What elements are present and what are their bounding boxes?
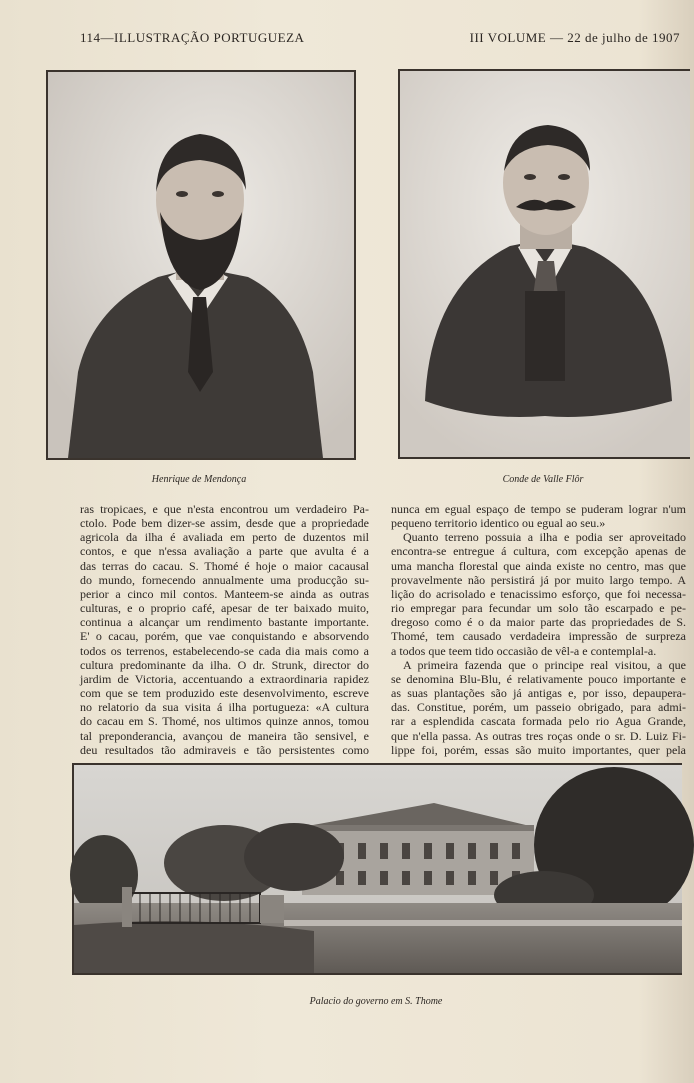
text-line: dregoso como é o da maior parte das propriedades de S. bbox=[391, 615, 686, 630]
text-line: que n'ella passa. As outras tres roças onde o sr. D. Luiz Fi- bbox=[391, 728, 686, 743]
caption-henrique-de-mendonca: Henrique de Mendonça bbox=[151, 474, 247, 485]
text-line: Thomé, tem causado verdadeira impressão de surpreza bbox=[391, 629, 686, 644]
text-line: lição do acrisolado e tenacissimo esforço, que foi necessa- bbox=[391, 586, 686, 601]
text-line: com que se tem produzido este desenvolvimento, escreve bbox=[80, 686, 369, 701]
text-line: lippe foi, porém, essas são muito importantes, quer pela bbox=[391, 742, 686, 757]
text-line: a todos que teem tido occasião de vêl-a e contemplal-a. bbox=[391, 643, 657, 658]
text-line: perior a cinco mil contos. Manteem-se ainda as outras bbox=[80, 586, 369, 601]
text-line: jardim de Victoria, accentuando a extraordinaria rapidez bbox=[80, 671, 369, 686]
text-line: culturas, e o proprio café, apesar de ter baixado muito, bbox=[80, 601, 369, 616]
header-page-title: 114—ILLUSTRAÇÃO PORTUGUEZA bbox=[80, 30, 305, 45]
portrait-photo-right bbox=[398, 69, 690, 459]
caption-palacio-do-governo: Palacio do governo em S. Thome bbox=[309, 996, 443, 1007]
text-line: cultura predominante da ilha. O dr. Strunk, director do bbox=[80, 657, 369, 672]
text-line: Quanto terreno possuia a ilha e podia ser aproveitado bbox=[403, 530, 686, 545]
text-line: do mundo, fornecendo annualmente uma producção su- bbox=[80, 572, 369, 587]
text-line: agricola da ilha é avaliada em perto de duzentos mil bbox=[80, 530, 369, 545]
portrait-photo-left bbox=[46, 70, 356, 460]
article-column-right bbox=[391, 502, 686, 757]
text-line: uma mancha florestal que ainda existe no centro, mas que bbox=[391, 558, 686, 573]
text-line: encontra-se entregue á cultura, com excepção apenas de bbox=[391, 544, 686, 559]
text-line: ctolo. Pode bem dizer-se assim, desde que a propriedade bbox=[80, 516, 369, 531]
text-line: todos os terrenos, estabelecendo-se cada dia mais como a bbox=[80, 643, 369, 658]
text-line: pequeno territorio identico ou egual ao seu.» bbox=[391, 516, 606, 531]
article-column-left bbox=[80, 502, 369, 757]
building-photo bbox=[72, 763, 682, 975]
text-line: no relatorio da sua visita á ilha portugueza: «A cultura bbox=[80, 700, 369, 715]
text-line: das. Constitue, porém, um passeio obrigado, para admi- bbox=[391, 700, 686, 715]
text-line: rar a esplendida cascata formada pelo rio Agua Grande, bbox=[391, 714, 686, 729]
text-line: provavelmente não persistirá já por muito largo tempo. A bbox=[391, 572, 686, 587]
text-line: A primeira fazenda que o principe real visitou, a que bbox=[403, 657, 686, 672]
text-line: se denomina Blu-Blu, é relativamente pouco importante e bbox=[391, 671, 686, 686]
text-line: rio empregar para fecundar um solo tão escarpado e pe- bbox=[391, 601, 686, 616]
text-line: tal preponderancia, avançou de maneira tão sensivel, e bbox=[80, 728, 369, 743]
caption-conde-de-valle-flor: Conde de Valle Flôr bbox=[502, 474, 584, 485]
text-line: continua a alcançar um rendimento bastante importante. bbox=[80, 615, 369, 630]
text-line: das terras do cacau. S. Thomé é hoje o maior cacausal bbox=[80, 558, 369, 573]
text-line: nunca em egual espaço de tempo se puderam lograr n'um bbox=[391, 502, 686, 516]
text-line: do cacau em S. Thomé, nos ultimos quinze annos, tomou bbox=[80, 714, 369, 729]
text-line: contos, e que n'essa avaliação a parte que avulta é a bbox=[80, 544, 369, 559]
text-line: deu resultados tão admiraveis e tão persistentes como bbox=[80, 742, 369, 757]
text-line: ras tropicaes, e que n'esta encontrou um verdadeiro Pa- bbox=[80, 502, 369, 516]
text-line: E' o cacau, porém, que vae conquistando e absorvendo bbox=[80, 629, 369, 644]
page-header bbox=[80, 30, 680, 50]
header-volume-date: III VOLUME — 22 de julho de 1907 bbox=[469, 30, 680, 45]
text-line: as suas plantações são já antigas e, por isso, depaupera- bbox=[391, 686, 686, 701]
